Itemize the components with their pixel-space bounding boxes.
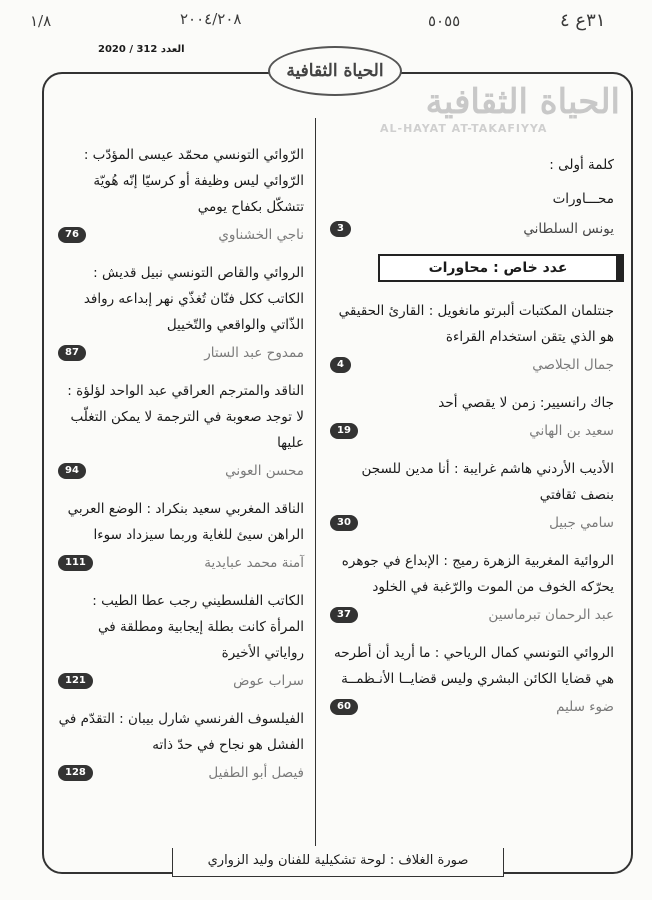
entry-author-row: [58, 668, 304, 694]
handwritten-note-left: ١/٨: [30, 12, 52, 30]
handwritten-note-date: ٢٠٠٤/٢٠٨: [180, 10, 242, 28]
entry-author: عبد الرحمان تبرماسين: [488, 607, 614, 623]
entry-author-row: [58, 222, 304, 248]
entry-author-row: [330, 694, 614, 720]
intro-page-badge: 3: [330, 221, 351, 237]
entry-author: سعيد بن الهاني: [529, 423, 614, 439]
entry-author: جمال الجلاصي: [532, 357, 614, 373]
list-item: [58, 588, 304, 694]
entry-title: الناقد والمترجم العراقي عبد الواحد لؤلؤة : لا توجد صعوبة في الترجمة لا يمكن التغلّب عليها: [67, 383, 304, 451]
entry-title: الروائي والقاص التونسي نبيل قديش : الكاتب ككل فنّان تُغذّي نهر إبداعه روافد الذّاتي والواقعي والتّخييل: [83, 265, 304, 333]
entry-author: آمنة محمد عبايدية: [204, 555, 304, 571]
entry-author-row: [58, 340, 304, 366]
magazine-logo: الحياة الثقافية: [268, 46, 402, 96]
entry-page-badge: 76: [58, 227, 86, 243]
entry-author: سامي جبيل: [549, 515, 614, 531]
list-item: [58, 378, 304, 484]
watermark-latin: AL-HAYAT AT-TAKAFIYYA: [380, 122, 548, 135]
entry-author-row: [330, 510, 614, 536]
issue-number: العدد 312 / 2020: [98, 44, 185, 55]
list-item: [330, 390, 614, 444]
list-item: [58, 496, 304, 576]
intro-author: يونس السلطاني: [523, 221, 614, 237]
section-label: محـــاورات: [552, 191, 614, 207]
list-item: [58, 142, 304, 248]
entry-author: ناجي الخشناوي: [218, 227, 304, 243]
right-column-entries: [330, 298, 614, 732]
column-divider: [315, 118, 316, 846]
entry-title: جاك رانسيير: زمن لا يقصي أحد: [438, 395, 614, 411]
entry-author-row: [330, 418, 614, 444]
entry-page-badge: 121: [58, 673, 93, 689]
entry-title: الروائي التونسي كمال الرياحي : ما أريد أن أطرحه هي قضايا الكائن البشري وليس قضايــا الأنـظمــة: [333, 645, 614, 687]
entry-page-badge: 94: [58, 463, 86, 479]
left-column: [58, 142, 304, 798]
entry-page-badge: 30: [330, 515, 358, 531]
entry-title: الأديب الأردني هاشم غرايبة : أنا مدين للسجن بنصف ثقافتي: [361, 461, 614, 503]
entry-author: سراب عوض: [233, 673, 304, 689]
list-item: [330, 548, 614, 628]
entry-page-badge: 19: [330, 423, 358, 439]
entry-page-badge: 87: [58, 345, 86, 361]
entry-author-row: [58, 760, 304, 786]
entry-page-badge: 60: [330, 699, 358, 715]
entry-author: فيصل أبو الطفيل: [208, 765, 304, 781]
entry-author-row: [330, 602, 614, 628]
entry-author: ضوء سليم: [556, 699, 614, 715]
intro-label: كلمة أولى :: [549, 157, 614, 173]
intro-author-row: [330, 216, 614, 242]
special-issue-banner: عدد خاص : محاورات: [378, 254, 624, 282]
entry-title: الروائية المغربية الزهرة رميج : الإبداع في جوهره يحرّكه الخوف من الموت والرّغبة في الخلود: [341, 553, 614, 595]
handwritten-note-right-a: ٣١ع ٤: [560, 10, 606, 31]
watermark-title: الحياة الثقافية: [425, 82, 620, 122]
entry-title: الفيلسوف الفرنسي شارل بيبان : التقدّم في الفشل هو نجاح في حدّ ذاته: [58, 711, 304, 753]
handwritten-note-right-b: ٥٠٥٥: [428, 12, 461, 30]
entry-title: الرّوائي التونسي محمّد عيسى المؤدّب : الرّوائي ليس وظيفة أو كرسيّا إنّه هُويّة تتشكّل بكفاح يومي: [83, 147, 304, 215]
entry-author-row: [58, 550, 304, 576]
entry-page-badge: 128: [58, 765, 93, 781]
cover-caption: صورة الغلاف : لوحة تشكيلية للفنان وليد الزواري: [172, 848, 504, 877]
list-item: [330, 298, 614, 378]
list-item: [58, 260, 304, 366]
entry-author: ممدوح عبد الستار: [204, 345, 304, 361]
entry-page-badge: 4: [330, 357, 351, 373]
entry-author: محسن العوني: [225, 463, 304, 479]
entry-page-badge: 111: [58, 555, 93, 571]
entry-author-row: [330, 352, 614, 378]
list-item: [330, 640, 614, 720]
list-item: [330, 456, 614, 536]
list-item: [58, 706, 304, 786]
entry-title: الكاتب الفلسطيني رجب عطا الطيب : المرأة كانت بطلة إيجابية ومطلقة في رواياتي الأخيرة: [92, 593, 304, 661]
entry-title: الناقد المغربي سعيد بنكراد : الوضع العربي الراهن سيئ للغاية وربما سيزداد سوءا: [67, 501, 304, 543]
entry-author-row: [58, 458, 304, 484]
entry-page-badge: 37: [330, 607, 358, 623]
entry-title: جنتلمان المكتبات ألبرتو مانغويل : القارئ الحقيقي هو الذي يتقن استخدام القراءة: [338, 303, 614, 345]
right-column: [330, 152, 614, 254]
